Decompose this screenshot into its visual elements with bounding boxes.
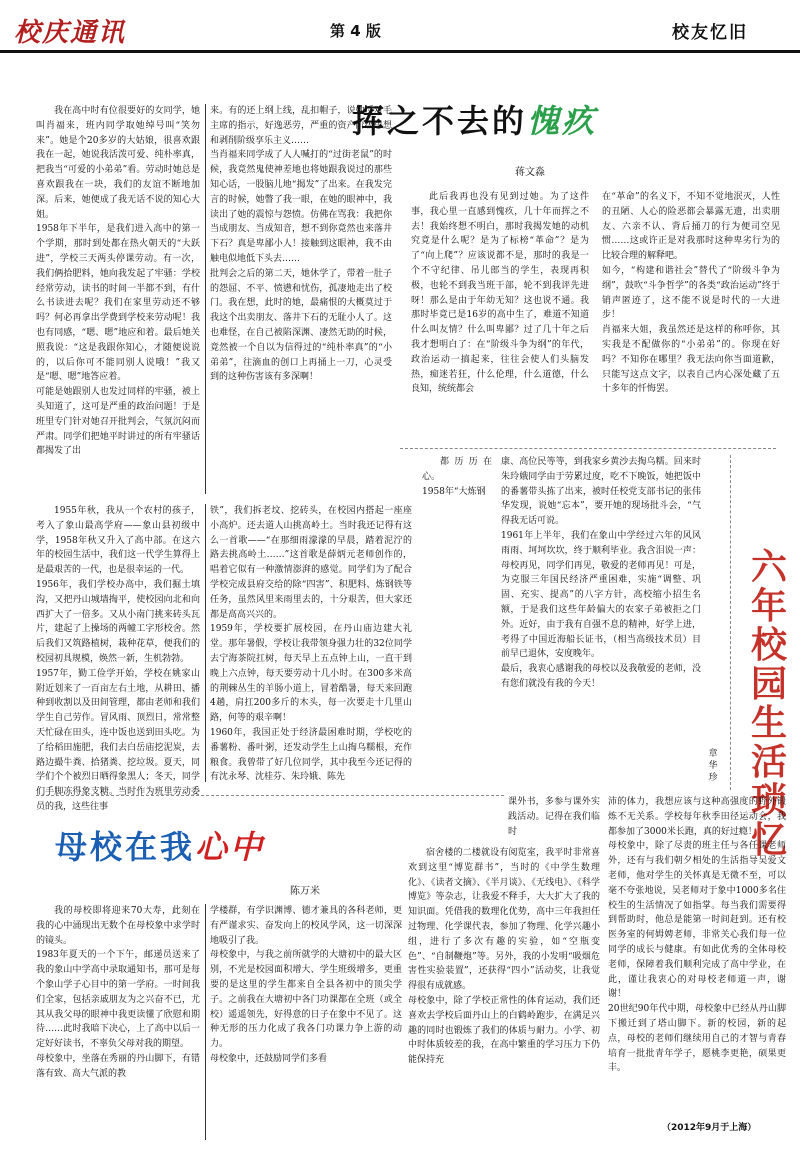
article1-title-accent: 愧疚 bbox=[527, 102, 598, 140]
article2-column-3a: 都历历在心。 1958年“大炼钢 bbox=[422, 457, 492, 497]
article3-column-1: 我的母校即将迎来70大寿，此刻在我的心中涌现出无数个在母校象中求学时的镜头。 1983年夏天的一个下午，邮递员送来了我的象山中学高中录取通知书，那可是每个象山学子心目中的第一学府。一时间我们全家，包括亲戚朋友为之兴奋不已，尤其从我父母的眼神中我更读懂了欣慰和期待……此时我暗下决心，上了高中以后一定好好读书，不辜负父母对我的期望。 母校象中，坐落在秀丽的丹山脚下，有错落有致、高大气派的教 bbox=[36, 906, 200, 1079]
article3-author: 陈万米 bbox=[290, 886, 320, 897]
divider bbox=[205, 104, 206, 494]
header-rule bbox=[0, 50, 800, 53]
article2-column-3b: 康、高位民等等，到我家乡黄沙去掏乌糯。回来时朱玲娥同学由于劳累过度，吃不下晚饭，她把饭中的番薯带头拣了出来，被时任校党支部书记的张伟华发现，说她“忘本”，要开她的现场批斗会，“气得我无话可说。 1961年上半年，我们在象山中学经过六年的风风雨雨、坷坷坎坎，终于顺利毕业。我含泪说一声：母校再见，同学们再见，敬爱的老师再见！可是，为克服三年国民经济严重困难，实施“调整、巩固、充实、提高”的八字方针，高校缩小招生名额，于是我们这些年龄偏大的农家子弟被拒之门外。近好，由于我有自强不息的精神，好学上进，考得了中国近海船长证书，（相当高级技术员）目前早已退休，安度晚年。 最后，我衷心感谢我的母校以及我敬爱的老师，没有您们就没有我的今天！ bbox=[501, 457, 701, 689]
divider bbox=[730, 455, 731, 790]
issue-number: 第 4 版 bbox=[330, 22, 381, 40]
divider bbox=[205, 904, 206, 1140]
article3-column-4: 沛的体力，我想应该与这种高强度的野外锻炼不无关系。学校每年秋季田径运动会，我都参加了3000米长跑，真的好过瘾！ 母校象中，除了尽责的班主任与各任课老师外，还有与我们朝夕相处的生活指导吴爱文老师，他对学生的关怀真是无微不至，可以毫不夸张地说，吴老师对于象中1000多名住校生的生活情况了如指掌。每当我们需要得到帮助时，他总是能第一时间赶到。还有校医务室的何姆娉老师，非常关心我们每一位同学的成长与健康。有如此优秀的全体母校老师，保障着我们顺利完成了高中学业，在此，谨让我衷心的对母校老师道一声，谢谢！ 20世纪90年代中期，母校象中已经从丹山脚下搬迁到了塔山脚下。新的校园，新的起点，母校的老师们继续用自己的才智与青春培育一批批青年学子，愿桃李更艳，硕果更丰。 bbox=[608, 797, 786, 1074]
article3-column-2: 学楼群，有学识渊博、德才兼具的各科老师，更有严谨求实、奋发向上的校风学风，这一切深深地吸引了我。 母校象中，与我之前所就学的大塘初中的最大区别，不光是校园面积增大、学生班级增多，更重要的是这里的学生都来自全县各初中的顶尖学子。之前我在大塘初中各门功课都在全班（或全校）遥遥领先，好得意的日子在象中不见了。这种无形的压力化成了我各门功课力争上游的动力。 母校象中，还鼓励同学们多看 bbox=[210, 906, 402, 1064]
article2-author: 章华珍 bbox=[708, 749, 718, 783]
section-title: 校友忆旧 bbox=[672, 23, 748, 43]
article2-column-2: 铁”，我们拆老坟、挖砖头，在校园内搭起一座座小高炉。还去道人山挑高岭土。当时我还记得有这么一首歌——“在那细雨濛濛的早晨，踏着泥泞的路去挑高岭土……”这首歌是薛炳元老师创作的，唱着它似有一种激情澎湃的感觉。同学们为了配合学校完成县府交给的除“四害”、积肥料、炼钢铁等任务，虽然风里来雨里去的，十分艰苦，但大家还都是高高兴兴的。 1959年，学校要扩展校园，在丹山庙边建大礼堂。那年暑假，学校让我带领身强力壮的32位同学去宁海茶院扛树，每天早上五点钟上山，一直干到晚上六点钟，每天要劳动十几小时。在300多米高的荆棘丛生的羊肠小道上，冒着酷暑，每天来回跑4趟，肩扛200多斤的木头，每一次要走十几里山路，何等的艰辛啊！ 1960年，我国正处于经济最困难时期，学校吃的番薯粉、番叶粥，还发动学生上山掏乌糯根，充作粮食。我曾带了好几位同学，其中我至今还记得的有沈永琴、沈桂芬、朱玲娥、陈先 bbox=[210, 506, 412, 783]
article3-title-main: 母校在我 bbox=[55, 828, 196, 866]
article2-title: 六年校园生活琐忆 bbox=[750, 547, 787, 861]
article3-date: （2012年9月于上海） bbox=[662, 1123, 757, 1133]
article3-column-3a: 课外书，多参与课外实践活动。记得在我们临时 bbox=[508, 797, 600, 837]
article2-column-1: 1955年秋，我从一个农村的孩子，考入了象山最高学府——象山县初级中学，1958年秋又升入了高中部。在这六年的校园生活中，我们这一代学生算得上是最艰苦的一代，也是很幸运的一代。 1956年，我们学校办高中，我们掘土填沟，又把丹山城墙掏平，使校园向北和向西扩大了一倍多。又从小南门挑来砖头瓦片，建起了上操场的两幢工字形校舍。然后我们又筑路植树，栽种花草，便我们的校园初具规模，焕然一新，生机勃勃。 1957年，勤工俭学开始，学校在姚家山附近划来了一百亩左右土地，从耕田、播种到收割以及田间管理，都由老师和我们学生自己劳作。冒风雨、顶烈日，常常整天忙碌在田头，连中饭也送到田头吃。为了给稻田施肥，我们去白岳庙挖泥炭，去路边撮牛粪、拾猪粪、挖垃圾。夏天，同学们个个被烈日晒得象黑人；冬天，同学们手脚冻得象支糖。当时作为班里劳动委员的我，这些往事 bbox=[36, 506, 200, 812]
article1-title-main: 挥之不去的 bbox=[352, 102, 528, 140]
article1-title bbox=[352, 96, 752, 144]
divider bbox=[205, 504, 206, 782]
article3-title-accent: 心中 bbox=[195, 828, 266, 866]
masthead-logo: 校庆通讯 bbox=[14, 18, 127, 48]
article1-column-3: 此后我再也没有见到过她。为了这件事，我心里一直感到愧疚，几十年而挥之不去！我始终想不明白，那时我揭发她的动机究竟是什么呢？是为了标榜“革命”？是为了“向上爬”？应该说都不是，那时的我是一个不守纪律、吊儿郎当的学生，表现再积极，也轮不到我当班干部，轮不到我评先进呀！那么是由于年幼无知？这也说不通。我那时毕竟已是16岁的高中生了，难道不知道什么叫友情？什么叫卑鄙？过了几十年之后我才想明白了：在“阶级斗争为纲”的年代，政治运动一搞起来，往往会使人们头脑发热，痴迷若狂，什么伦理，什么道德，什么良知，统统都会 bbox=[411, 192, 589, 395]
divider bbox=[400, 448, 776, 449]
article1-column-1: 我在高中时有位很要好的女同学，她叫肖福来，班内同学取她绰号叫“笑勿来”。她是个20多岁的大姑娘，很喜欢跟我在一起，她说我活泼可爱、纯朴率真，把我当“可爱的小弟弟”看。劳动时她总是喜欢跟我在一块，我们的友谊不断地加深。后来，她便成了我无话不说的知心大姐。 1958年下半年，是我们进入高中的第一个学期，那时到处都在热火朝天的“大跃进”，学校三天两头停课劳动。有一次，我们俩拾肥料，她向我发起了牢骚：学校经常劳动，读书的时间一半都不到，有什么书读进去呢？我们在家里劳动还不够吗？何必再拿出学费到学校来劳动呢！我也有同感，“嗯、嗯”地应和着。最后她关照我说：“这是我跟你知心，才随便说说的，以后你可不能同别人说哦！”我又是“嗯、嗯”地答应着。 可能是她跟别人也发过同样的牢骚，被上头知道了，这可是严重的政治问题！于是班里专门针对她召开批判会，气氛沉闷而严肃。同学们把她平时讲过的所有牢骚话都揭发了出 bbox=[36, 106, 200, 457]
article3-title bbox=[55, 822, 375, 870]
article1-column-2: 来。有的还上纲上线，乱扣帽子，说她反对毛主席的指示，好逸恶劳，严重的资产阶级思想和剥削阶级享乐主义…… 当肖福来同学成了人人喊打的“过街老鼠”的时候，我竟然鬼使神差地也将她跟我说过的那些知心话，一股脑儿地“揭发”了出来。在我发完言的时候，她瞥了我一眼，在她的眼神中，我读出了她的震惊与怨愤。仿佛在骂我：我把你当成朋友、当成知音，想不到你竟然也来落井下石？真是卑鄙小人！接触到这眼神，我不由触电似地低下头去…… 批判会之后的第二天，她休学了，带着一肚子的怨屈、不平、愤懑和忧伤，孤凄地走出了校门。我在想，此时的她，最痛恨的大概莫过于我这个出卖朋友、落井下石的无耻小人了。这也难怪，在自己被陷深渊、凄然无助的时候，竟然被一个自以为信得过的“纯朴率真”的“小弟弟”，往滴血的创口上再捅上一刀，心灵受到的这种伤害该有多深啊！ bbox=[210, 106, 392, 383]
article1-author: 蒋文淼 bbox=[515, 167, 545, 178]
article1-column-4: 在“革命”的名义下，不知不觉地泯灭，人性的丑陋、人心的险恶都会暴露无遗，出卖朋友、六亲不认、背后捅刀的行为便司空见惯……这或许正是对我那时这种卑劣行为的比较合理的解释吧。 如今，“构建和谐社会”替代了“阶级斗争为纲”，鼓吹“斗争哲学”的各类“政治运动”终于销声匿迹了，这不能不说是时代的一大进步！ 肖福来大姐，我虽然还是这样的称呼你，其实我是不配做你的“小弟弟”的。你现在好吗？不知你在哪里？我无法向你当面道歉，只能写这点文字，以表自己内心深处藏了五十多年的忏悔罢。 bbox=[602, 192, 780, 395]
divider bbox=[36, 795, 504, 796]
article3-column-3b: 宿舍楼的二楼就设有阅览室，我平时非常喜欢到这里“博览群书”，当时的《中学生数理化》、《读者文摘》、《半月谈》、《无线电》、《科学博览》等杂志，让我爱不释手，大大扩大了我的知识面。凭借我的数理化优势，高中三年我担任过物理、化学课代表，参加了物理、化学兴趣小组，进行了多次有趣的实验，如“空瓶变色”、“自制鞭炮”等。另外，我的小发明“吸烟危害性实验装置”，还获得“四小”活动奖，让我觉得很有成就感。 母校象中，除了学校正常性的体育运动，我们还喜欢去学校后面丹山上的白鹤岭跑步，在满足兴趣的同时也锻炼了我们的体质与耐力。小学、初中时体质较差的我，在高中繁重的学习压力下仍能保持充 bbox=[408, 848, 600, 1066]
